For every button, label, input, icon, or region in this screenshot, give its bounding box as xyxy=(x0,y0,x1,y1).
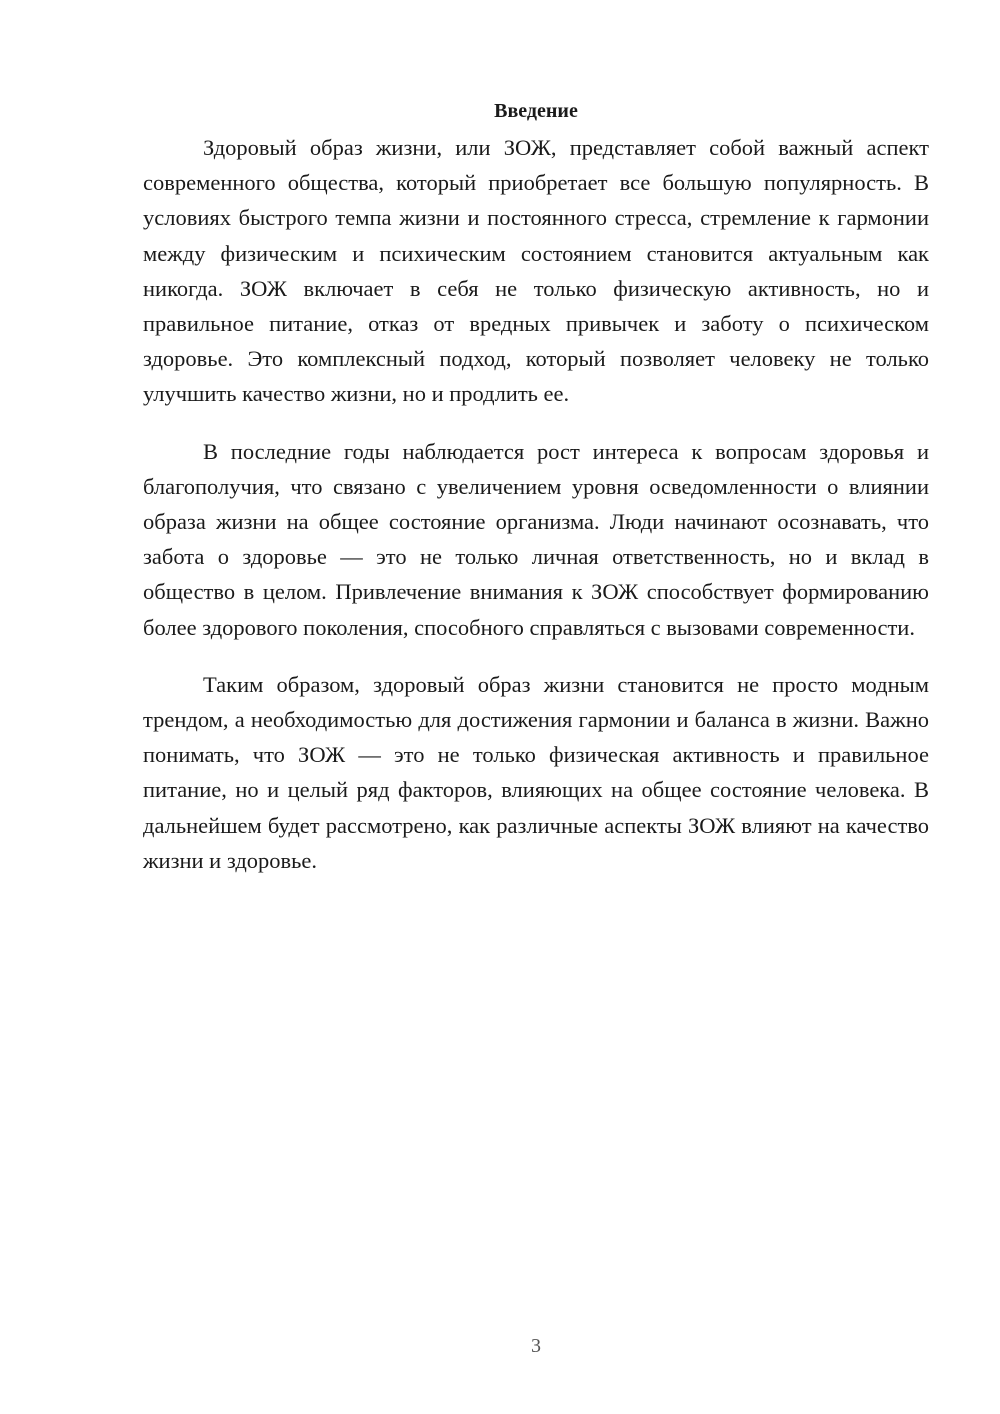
paragraph-3: Таким образом, здоровый образ жизни становится не просто модным трендом, а необходимостью для достижения гармонии и баланса в жизни. Важно понимать, что ЗОЖ — это не только физическая активность и правильное питание, но и целый ряд факторов, влияющих на общее состояние человека. В дальнейшем будет рассмотрено, как различные аспекты ЗОЖ влияют на качество жизни и здоровье. xyxy=(143,671,929,873)
paragraph-2: В последние годы наблюдается рост интереса к вопросам здоровья и благополучия, что связано с увеличением уровня осведомленности о влиянии образа жизни на общее состояние организма. Люди начинают осознавать, что забота о здоровье — это не только личная ответственность, но и вклад в общество в целом. Привлечение внимания к ЗОЖ способствует формированию более здорового поколения, способного справляться с вызовами современности. xyxy=(143,438,929,640)
page-content xyxy=(143,96,929,900)
page-number: 3 xyxy=(531,1335,541,1357)
section-heading: Введение xyxy=(494,100,578,122)
paragraph-1: Здоровый образ жизни, или ЗОЖ, представляет собой важный аспект современного общества, который приобретает все большую популярность. В условиях быстрого темпа жизни и постоянного стресса, стремление к гармонии между физическим и психическим состоянием становится актуальным как никогда. ЗОЖ включает в себя не только физическую активность, но и правильное питание, отказ от вредных привычек и заботу о психическом здоровье. Это комплексный подход, который позволяет человеку не только улучшить качество жизни, но и продлить ее. xyxy=(143,135,929,407)
